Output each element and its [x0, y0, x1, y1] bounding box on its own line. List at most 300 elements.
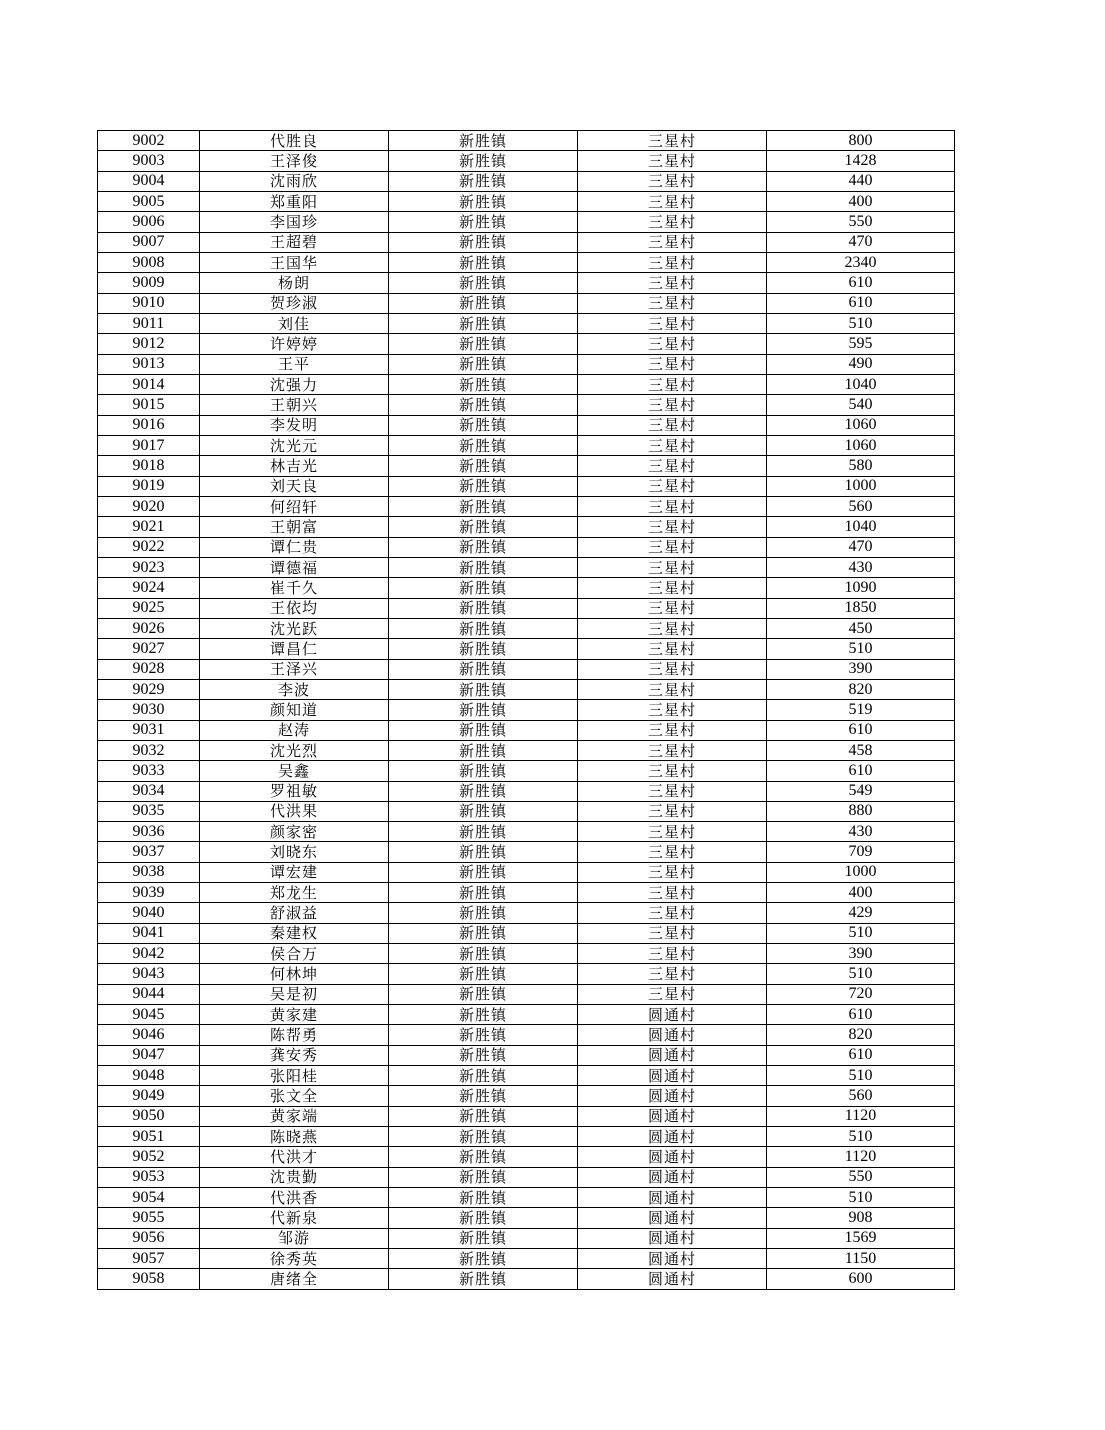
- amount-cell: 1000: [767, 862, 955, 882]
- id-cell: 9030: [98, 700, 200, 720]
- id-cell: 9024: [98, 578, 200, 598]
- name-cell: 刘天良: [200, 476, 389, 496]
- village-cell: 三星村: [578, 700, 767, 720]
- table-row: [98, 1025, 955, 1045]
- amount-cell: 1040: [767, 374, 955, 394]
- amount-cell: 1060: [767, 435, 955, 455]
- table-row: [98, 1086, 955, 1106]
- town-cell: 新胜镇: [389, 1106, 578, 1126]
- town-cell: 新胜镇: [389, 171, 578, 191]
- table-row: [98, 517, 955, 537]
- name-cell: 何林坤: [200, 964, 389, 984]
- village-cell: 三星村: [578, 191, 767, 211]
- town-cell: 新胜镇: [389, 842, 578, 862]
- table-row: [98, 252, 955, 272]
- table-row: [98, 212, 955, 232]
- table-row: [98, 598, 955, 618]
- id-cell: 9016: [98, 415, 200, 435]
- name-cell: 黄家端: [200, 1106, 389, 1126]
- town-cell: 新胜镇: [389, 212, 578, 232]
- village-cell: 三星村: [578, 842, 767, 862]
- name-cell: 沈贵勤: [200, 1167, 389, 1187]
- name-cell: 吴鑫: [200, 761, 389, 781]
- id-cell: 9034: [98, 781, 200, 801]
- id-cell: 9028: [98, 659, 200, 679]
- table-body: [98, 131, 955, 1290]
- village-cell: 圆通村: [578, 1066, 767, 1086]
- village-cell: 圆通村: [578, 1269, 767, 1289]
- name-cell: 沈光烈: [200, 740, 389, 760]
- table-row: [98, 1188, 955, 1208]
- village-cell: 三星村: [578, 496, 767, 516]
- village-cell: 三星村: [578, 212, 767, 232]
- town-cell: 新胜镇: [389, 720, 578, 740]
- town-cell: 新胜镇: [389, 740, 578, 760]
- name-cell: 王泽兴: [200, 659, 389, 679]
- amount-cell: 1090: [767, 578, 955, 598]
- amount-cell: 470: [767, 232, 955, 252]
- amount-cell: 560: [767, 496, 955, 516]
- name-cell: 徐秀英: [200, 1249, 389, 1269]
- id-cell: 9023: [98, 557, 200, 577]
- name-cell: 李发明: [200, 415, 389, 435]
- id-cell: 9026: [98, 618, 200, 638]
- amount-cell: 470: [767, 537, 955, 557]
- town-cell: 新胜镇: [389, 496, 578, 516]
- id-cell: 9012: [98, 334, 200, 354]
- name-cell: 王超碧: [200, 232, 389, 252]
- name-cell: 李国珍: [200, 212, 389, 232]
- village-cell: 三星村: [578, 618, 767, 638]
- town-cell: 新胜镇: [389, 1045, 578, 1065]
- amount-cell: 1120: [767, 1147, 955, 1167]
- village-cell: 圆通村: [578, 1127, 767, 1147]
- amount-cell: 540: [767, 395, 955, 415]
- name-cell: 谭昌仁: [200, 639, 389, 659]
- village-cell: 三星村: [578, 151, 767, 171]
- id-cell: 9040: [98, 903, 200, 923]
- table-row: [98, 374, 955, 394]
- name-cell: 王国华: [200, 252, 389, 272]
- id-cell: 9057: [98, 1249, 200, 1269]
- table-row: [98, 557, 955, 577]
- id-cell: 9038: [98, 862, 200, 882]
- id-cell: 9037: [98, 842, 200, 862]
- amount-cell: 510: [767, 1127, 955, 1147]
- id-cell: 9051: [98, 1127, 200, 1147]
- table-row: [98, 151, 955, 171]
- table-row: [98, 822, 955, 842]
- amount-cell: 510: [767, 923, 955, 943]
- name-cell: 沈强力: [200, 374, 389, 394]
- village-cell: 三星村: [578, 964, 767, 984]
- town-cell: 新胜镇: [389, 883, 578, 903]
- amount-cell: 595: [767, 334, 955, 354]
- name-cell: 王依均: [200, 598, 389, 618]
- amount-cell: 610: [767, 720, 955, 740]
- table-row: [98, 435, 955, 455]
- amount-cell: 440: [767, 171, 955, 191]
- id-cell: 9032: [98, 740, 200, 760]
- village-cell: 三星村: [578, 415, 767, 435]
- town-cell: 新胜镇: [389, 273, 578, 293]
- town-cell: 新胜镇: [389, 313, 578, 333]
- name-cell: 黄家建: [200, 1005, 389, 1025]
- table-row: [98, 842, 955, 862]
- name-cell: 林吉光: [200, 456, 389, 476]
- table-row: [98, 1249, 955, 1269]
- name-cell: 郑龙生: [200, 883, 389, 903]
- table-row: [98, 1066, 955, 1086]
- village-cell: 圆通村: [578, 1228, 767, 1248]
- village-cell: 三星村: [578, 131, 767, 151]
- town-cell: 新胜镇: [389, 598, 578, 618]
- table-row: [98, 639, 955, 659]
- table-row: [98, 334, 955, 354]
- town-cell: 新胜镇: [389, 191, 578, 211]
- amount-cell: 720: [767, 984, 955, 1004]
- id-cell: 9015: [98, 395, 200, 415]
- amount-cell: 430: [767, 822, 955, 842]
- amount-cell: 400: [767, 883, 955, 903]
- table-row: [98, 395, 955, 415]
- name-cell: 舒淑益: [200, 903, 389, 923]
- name-cell: 陈晓燕: [200, 1127, 389, 1147]
- town-cell: 新胜镇: [389, 1127, 578, 1147]
- town-cell: 新胜镇: [389, 618, 578, 638]
- id-cell: 9029: [98, 679, 200, 699]
- id-cell: 9036: [98, 822, 200, 842]
- village-cell: 圆通村: [578, 1188, 767, 1208]
- id-cell: 9044: [98, 984, 200, 1004]
- table-row: [98, 293, 955, 313]
- table-row: [98, 679, 955, 699]
- name-cell: 龚安秀: [200, 1045, 389, 1065]
- table-row: [98, 964, 955, 984]
- amount-cell: 580: [767, 456, 955, 476]
- village-cell: 三星村: [578, 334, 767, 354]
- id-cell: 9009: [98, 273, 200, 293]
- id-cell: 9048: [98, 1066, 200, 1086]
- village-cell: 三星村: [578, 374, 767, 394]
- amount-cell: 510: [767, 1066, 955, 1086]
- village-cell: 三星村: [578, 883, 767, 903]
- amount-cell: 510: [767, 1188, 955, 1208]
- name-cell: 刘晓东: [200, 842, 389, 862]
- name-cell: 赵涛: [200, 720, 389, 740]
- amount-cell: 390: [767, 659, 955, 679]
- village-cell: 三星村: [578, 740, 767, 760]
- name-cell: 张文全: [200, 1086, 389, 1106]
- id-cell: 9046: [98, 1025, 200, 1045]
- town-cell: 新胜镇: [389, 232, 578, 252]
- town-cell: 新胜镇: [389, 822, 578, 842]
- id-cell: 9058: [98, 1269, 200, 1289]
- table-row: [98, 1228, 955, 1248]
- town-cell: 新胜镇: [389, 476, 578, 496]
- town-cell: 新胜镇: [389, 293, 578, 313]
- name-cell: 崔千久: [200, 578, 389, 598]
- name-cell: 代洪才: [200, 1147, 389, 1167]
- table-row: [98, 801, 955, 821]
- amount-cell: 1120: [767, 1106, 955, 1126]
- town-cell: 新胜镇: [389, 781, 578, 801]
- id-cell: 9010: [98, 293, 200, 313]
- amount-cell: 610: [767, 1005, 955, 1025]
- table-row: [98, 354, 955, 374]
- village-cell: 圆通村: [578, 1106, 767, 1126]
- name-cell: 邹游: [200, 1228, 389, 1248]
- amount-cell: 510: [767, 639, 955, 659]
- name-cell: 沈光元: [200, 435, 389, 455]
- amount-cell: 1150: [767, 1249, 955, 1269]
- town-cell: 新胜镇: [389, 1167, 578, 1187]
- id-cell: 9027: [98, 639, 200, 659]
- village-cell: 三星村: [578, 517, 767, 537]
- name-cell: 代新泉: [200, 1208, 389, 1228]
- village-cell: 圆通村: [578, 1249, 767, 1269]
- table-row: [98, 781, 955, 801]
- village-cell: 三星村: [578, 659, 767, 679]
- amount-cell: 510: [767, 964, 955, 984]
- name-cell: 杨朗: [200, 273, 389, 293]
- amount-cell: 450: [767, 618, 955, 638]
- id-cell: 9018: [98, 456, 200, 476]
- amount-cell: 400: [767, 191, 955, 211]
- village-cell: 圆通村: [578, 1045, 767, 1065]
- name-cell: 代洪香: [200, 1188, 389, 1208]
- table-row: [98, 456, 955, 476]
- town-cell: 新胜镇: [389, 1066, 578, 1086]
- id-cell: 9031: [98, 720, 200, 740]
- amount-cell: 610: [767, 293, 955, 313]
- name-cell: 颜家密: [200, 822, 389, 842]
- town-cell: 新胜镇: [389, 700, 578, 720]
- village-cell: 三星村: [578, 171, 767, 191]
- town-cell: 新胜镇: [389, 801, 578, 821]
- table-row: [98, 496, 955, 516]
- id-cell: 9017: [98, 435, 200, 455]
- table-row: [98, 1269, 955, 1289]
- id-cell: 9043: [98, 964, 200, 984]
- amount-cell: 820: [767, 679, 955, 699]
- id-cell: 9022: [98, 537, 200, 557]
- village-cell: 圆通村: [578, 1167, 767, 1187]
- table-row: [98, 700, 955, 720]
- village-cell: 三星村: [578, 578, 767, 598]
- town-cell: 新胜镇: [389, 395, 578, 415]
- table-row: [98, 862, 955, 882]
- amount-cell: 1850: [767, 598, 955, 618]
- village-cell: 三星村: [578, 944, 767, 964]
- village-cell: 三星村: [578, 476, 767, 496]
- town-cell: 新胜镇: [389, 903, 578, 923]
- amount-cell: 1569: [767, 1228, 955, 1248]
- id-cell: 9045: [98, 1005, 200, 1025]
- amount-cell: 610: [767, 1045, 955, 1065]
- name-cell: 秦建权: [200, 923, 389, 943]
- amount-cell: 550: [767, 212, 955, 232]
- amount-cell: 820: [767, 1025, 955, 1045]
- amount-cell: 1040: [767, 517, 955, 537]
- amount-cell: 908: [767, 1208, 955, 1228]
- table-row: [98, 923, 955, 943]
- village-cell: 三星村: [578, 923, 767, 943]
- town-cell: 新胜镇: [389, 1208, 578, 1228]
- village-cell: 三星村: [578, 313, 767, 333]
- village-cell: 三星村: [578, 781, 767, 801]
- amount-cell: 430: [767, 557, 955, 577]
- village-cell: 三星村: [578, 557, 767, 577]
- table-row: [98, 232, 955, 252]
- town-cell: 新胜镇: [389, 1147, 578, 1167]
- village-cell: 圆通村: [578, 1208, 767, 1228]
- name-cell: 郑重阳: [200, 191, 389, 211]
- data-table: [97, 130, 955, 1290]
- name-cell: 许婷婷: [200, 334, 389, 354]
- table-row: [98, 618, 955, 638]
- table-row: [98, 740, 955, 760]
- table-row: [98, 537, 955, 557]
- table-row: [98, 720, 955, 740]
- id-cell: 9003: [98, 151, 200, 171]
- id-cell: 9056: [98, 1228, 200, 1248]
- village-cell: 三星村: [578, 456, 767, 476]
- table-row: [98, 1005, 955, 1025]
- village-cell: 三星村: [578, 435, 767, 455]
- id-cell: 9047: [98, 1045, 200, 1065]
- amount-cell: 610: [767, 761, 955, 781]
- name-cell: 沈光跃: [200, 618, 389, 638]
- id-cell: 9050: [98, 1106, 200, 1126]
- village-cell: 三星村: [578, 293, 767, 313]
- town-cell: 新胜镇: [389, 639, 578, 659]
- village-cell: 三星村: [578, 903, 767, 923]
- village-cell: 三星村: [578, 273, 767, 293]
- amount-cell: 390: [767, 944, 955, 964]
- id-cell: 9055: [98, 1208, 200, 1228]
- table-row: [98, 313, 955, 333]
- name-cell: 代胜良: [200, 131, 389, 151]
- table-row: [98, 1106, 955, 1126]
- table-row: [98, 476, 955, 496]
- village-cell: 三星村: [578, 984, 767, 1004]
- town-cell: 新胜镇: [389, 964, 578, 984]
- amount-cell: 600: [767, 1269, 955, 1289]
- name-cell: 王朝兴: [200, 395, 389, 415]
- village-cell: 三星村: [578, 232, 767, 252]
- amount-cell: 560: [767, 1086, 955, 1106]
- id-cell: 9011: [98, 313, 200, 333]
- town-cell: 新胜镇: [389, 679, 578, 699]
- town-cell: 新胜镇: [389, 578, 578, 598]
- name-cell: 王泽俊: [200, 151, 389, 171]
- town-cell: 新胜镇: [389, 944, 578, 964]
- id-cell: 9008: [98, 252, 200, 272]
- amount-cell: 2340: [767, 252, 955, 272]
- village-cell: 圆通村: [578, 1086, 767, 1106]
- name-cell: 陈帮勇: [200, 1025, 389, 1045]
- town-cell: 新胜镇: [389, 435, 578, 455]
- amount-cell: 800: [767, 131, 955, 151]
- name-cell: 唐绪全: [200, 1269, 389, 1289]
- amount-cell: 510: [767, 313, 955, 333]
- village-cell: 三星村: [578, 639, 767, 659]
- amount-cell: 550: [767, 1167, 955, 1187]
- id-cell: 9014: [98, 374, 200, 394]
- village-cell: 三星村: [578, 862, 767, 882]
- village-cell: 三星村: [578, 720, 767, 740]
- town-cell: 新胜镇: [389, 374, 578, 394]
- town-cell: 新胜镇: [389, 1269, 578, 1289]
- village-cell: 圆通村: [578, 1147, 767, 1167]
- table-row: [98, 883, 955, 903]
- village-cell: 三星村: [578, 801, 767, 821]
- name-cell: 颜知道: [200, 700, 389, 720]
- amount-cell: 1060: [767, 415, 955, 435]
- table-row: [98, 1147, 955, 1167]
- id-cell: 9049: [98, 1086, 200, 1106]
- table-row: [98, 1208, 955, 1228]
- name-cell: 贺珍淑: [200, 293, 389, 313]
- name-cell: 王朝富: [200, 517, 389, 537]
- name-cell: 谭仁贵: [200, 537, 389, 557]
- name-cell: 谭德福: [200, 557, 389, 577]
- id-cell: 9020: [98, 496, 200, 516]
- table-row: [98, 659, 955, 679]
- id-cell: 9033: [98, 761, 200, 781]
- town-cell: 新胜镇: [389, 1025, 578, 1045]
- id-cell: 9021: [98, 517, 200, 537]
- amount-cell: 519: [767, 700, 955, 720]
- town-cell: 新胜镇: [389, 456, 578, 476]
- id-cell: 9052: [98, 1147, 200, 1167]
- village-cell: 圆通村: [578, 1005, 767, 1025]
- town-cell: 新胜镇: [389, 537, 578, 557]
- id-cell: 9039: [98, 883, 200, 903]
- id-cell: 9042: [98, 944, 200, 964]
- village-cell: 圆通村: [578, 1025, 767, 1045]
- town-cell: 新胜镇: [389, 557, 578, 577]
- village-cell: 三星村: [578, 537, 767, 557]
- table-row: [98, 1167, 955, 1187]
- town-cell: 新胜镇: [389, 761, 578, 781]
- id-cell: 9004: [98, 171, 200, 191]
- village-cell: 三星村: [578, 598, 767, 618]
- town-cell: 新胜镇: [389, 923, 578, 943]
- town-cell: 新胜镇: [389, 1086, 578, 1106]
- amount-cell: 880: [767, 801, 955, 821]
- amount-cell: 709: [767, 842, 955, 862]
- amount-cell: 490: [767, 354, 955, 374]
- amount-cell: 610: [767, 273, 955, 293]
- table-row: [98, 761, 955, 781]
- village-cell: 三星村: [578, 354, 767, 374]
- name-cell: 谭宏建: [200, 862, 389, 882]
- village-cell: 三星村: [578, 761, 767, 781]
- id-cell: 9006: [98, 212, 200, 232]
- town-cell: 新胜镇: [389, 334, 578, 354]
- town-cell: 新胜镇: [389, 1005, 578, 1025]
- town-cell: 新胜镇: [389, 415, 578, 435]
- amount-cell: 1428: [767, 151, 955, 171]
- name-cell: 沈雨欣: [200, 171, 389, 191]
- id-cell: 9007: [98, 232, 200, 252]
- village-cell: 三星村: [578, 252, 767, 272]
- id-cell: 9019: [98, 476, 200, 496]
- name-cell: 罗祖敏: [200, 781, 389, 801]
- town-cell: 新胜镇: [389, 131, 578, 151]
